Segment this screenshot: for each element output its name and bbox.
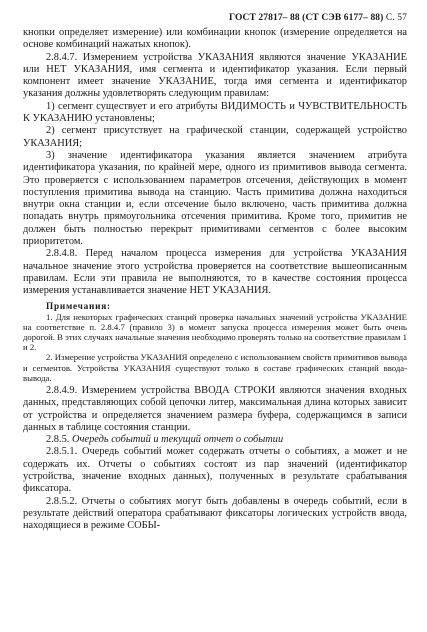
paragraph-2-8-5-2: 2.8.5.2. Отчеты о событиях могут быть добавлены в очередь событий, если в результате действий оператора срабатывают фиксаторы логических устройств ввода, находящиеся в режиме СОБЫ- <box>23 495 407 532</box>
paragraph-2-8-4-9: 2.8.4.9. Измерением устройства ВВОДА СТРОКИ являются значения входных данных, представляющих собой цепочки литер, максимальная длина которых зависит от устройства и определяется значением размера буфера, содержащимся в записи данных в таблице состояния станции. <box>23 384 407 433</box>
section-number: 2.8.5. <box>46 434 70 446</box>
paragraph-2-8-5-1: 2.8.5.1. Очередь событий может содержать отчеты о событиях, а может и не содержать их. Отчеты о событиях состоят из пар значений (идентификатор устройства, значение входных данных), полученных в результате срабатывания фиксатора. <box>23 446 407 495</box>
paragraph-2-8-4-8: 2.8.4.8. Перед началом процесса измерения для устройства УКАЗАНИЯ начальное значение этого устройства проверяется на соответствие вышеописанным правилам. Если эти правила не выполняются, то в качестве состояния процесса измерения устанавливается значение НЕТ УКАЗАНИЯ. <box>23 248 407 297</box>
section-title: Очередь событий и текущий отчет о событии <box>72 434 284 446</box>
rule-1: 1) сегмент существует и его атрибуты ВИДИМОСТЬ и ЧУВСТВИТЕЛЬНОСТЬ К УКАЗАНИЮ установлены; <box>23 100 407 125</box>
page-header <box>23 10 407 26</box>
section-heading-2-8-5 <box>23 434 407 446</box>
paragraph-2-8-4-7: 2.8.4.7. Измерением устройства УКАЗАНИЯ являются значение УКАЗАНИЕ или НЕТ УКАЗАНИЯ, имя сегмента и идентификатор указания. Если первый компонент имеет значение УКАЗАНИЕ, тогда имя сегмента и идентификатор указания должны удовлетворять следующим правилам: <box>23 51 407 100</box>
paragraph-continuation: кнопки определяет измерение) или комбинации кнопок (измерение определяется на основе комбинаций нажатых кнопок). <box>23 27 407 51</box>
note-1: 1. Для некоторых графических станций проверка начальных значений устройства УКАЗАНИЕ на соответствие п. 2.8.4.7 (правило 3) в момент запуска процесса измерения может быть очень дорогой. В этих случаях начальные значения необходимо проверять только на соответствие правилам 1 и 2. <box>23 311 407 353</box>
notes-title: Примечания: <box>46 300 111 311</box>
standard-designation: ГОСТ 27817– 88 (СТ СЭВ 6177– 88) <box>229 13 384 23</box>
rule-3: 3) значение идентификатора указания является значением атрибута идентификатора указания, по крайней мере, одного из примитивов вывода сегмента. Это проверяется с использованием параметров отсечения, действующих в момент поступления примитива вывода на станцию. Часть примитива должна находиться внутри окна станции и, если отсечение было включено, часть примитива должна попадать внутрь прямоугольника отсечения примитива. Кроме того, примитив не должен быть полностью перекрыт примитивами сегментов с более высоким приоритетом. <box>23 149 407 248</box>
document-page <box>23 10 407 533</box>
note-2: 2. Измерение устройства УКАЗАНИЯ определено с использованием свойств примитивов вывода и сегментов. Устройства УКАЗАНИЯ существуют только в составе графических станций ввода-вывода. <box>23 352 407 383</box>
rule-2: 2) сегмент присутствует на графической станции, содержащей устройство УКАЗАНИЯ; <box>23 125 407 149</box>
page-number: С. 57 <box>385 13 407 23</box>
